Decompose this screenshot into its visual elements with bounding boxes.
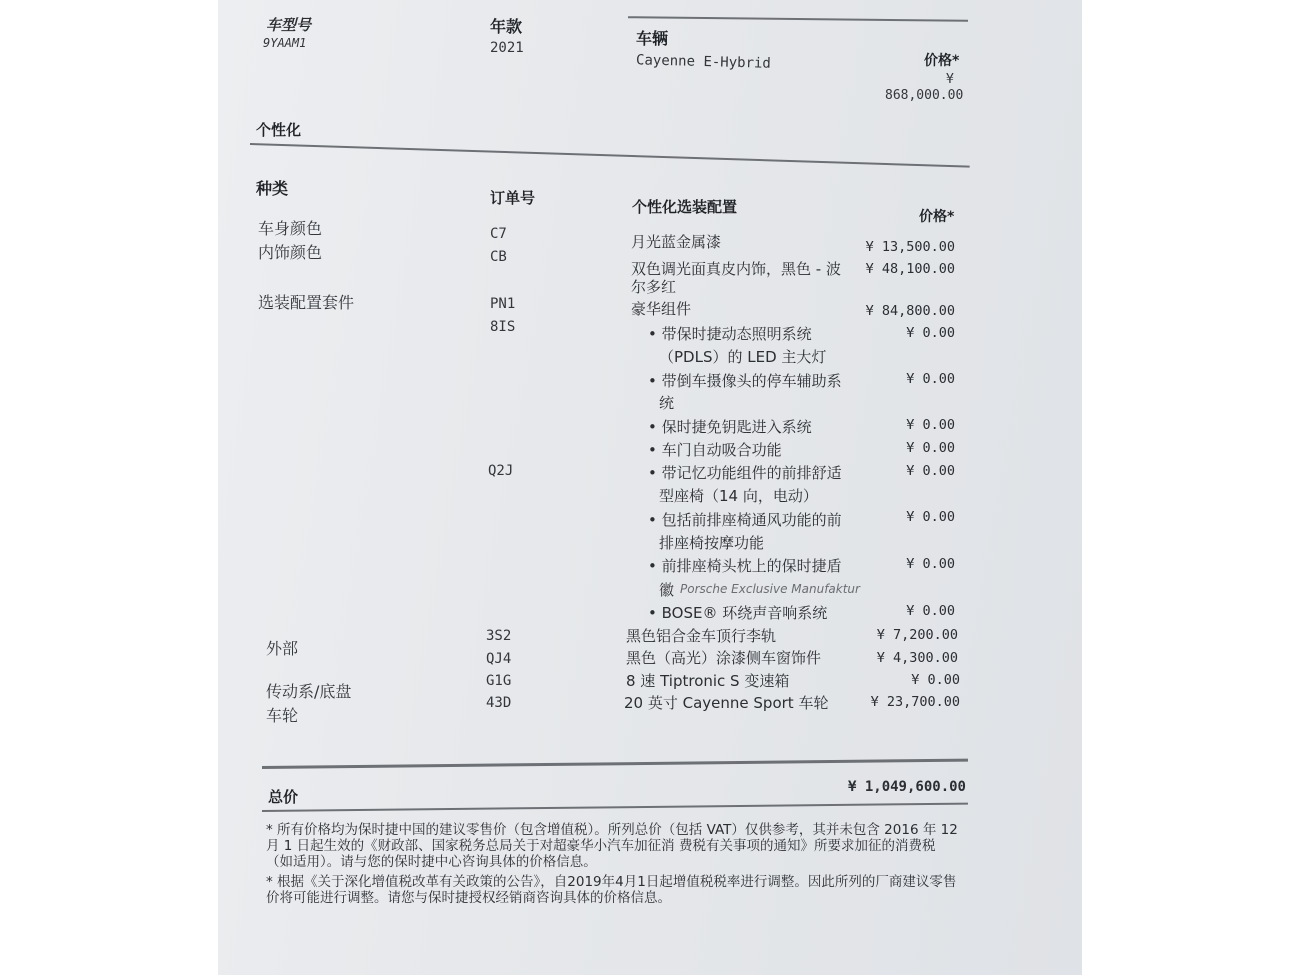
- option-seat-massage-2: 排座椅按摩功能: [659, 534, 765, 552]
- code-q2j: Q2J: [488, 463, 514, 479]
- category-body-color: 车身颜色: [258, 219, 323, 238]
- code-43d: 43D: [486, 695, 512, 711]
- option-parking-assist-2: 统: [659, 394, 675, 412]
- option-price: ¥ 0.00: [906, 603, 955, 619]
- option-price: ¥ 7,200.00: [876, 627, 958, 643]
- price-sheet: [218, 0, 1082, 975]
- option-price: ¥ 0.00: [906, 556, 955, 572]
- option-interior-leather-2: 尔多红: [631, 278, 677, 296]
- option-price: ¥ 23,700.00: [870, 694, 960, 710]
- footnote-vat-adjustment: * 根据《关于深化增值税改革有关政策的公告》，自2019年4月1日起增值税税率进行调整。因此所列的厂商建议零售价将可能进行调整。请您与保时捷授权经销商咨询具体的价格信息。: [266, 874, 957, 906]
- option-price: ¥ 0.00: [911, 672, 960, 688]
- category-interior-color: 内饰颜色: [258, 243, 323, 262]
- option-price: ¥ 0.00: [906, 325, 955, 341]
- option-parking-assist: • 带倒车摄像头的停车辅助系: [648, 372, 842, 390]
- header-price-label: 价格*: [924, 53, 960, 69]
- category-option-package: 选装配置套件: [258, 293, 355, 312]
- option-price: ¥ 0.00: [906, 440, 955, 456]
- option-price: ¥ 13,500.00: [865, 239, 955, 255]
- option-price: ¥ 84,800.00: [865, 303, 955, 319]
- col-category: 种类: [256, 179, 289, 198]
- option-price: ¥ 0.00: [906, 417, 955, 433]
- code-8is: 8IS: [490, 319, 516, 335]
- total-rule-bottom: [262, 803, 968, 812]
- option-price: ¥ 48,100.00: [865, 261, 955, 277]
- vehicle-label: 车辆: [636, 29, 669, 48]
- total-label: 总价: [268, 788, 299, 806]
- year-label: 年款: [490, 17, 523, 36]
- option-headrest-crest-2: 徽: [659, 581, 675, 599]
- year: 2021: [490, 40, 524, 56]
- code-pn1: PN1: [490, 296, 516, 312]
- top-rule: [628, 16, 968, 22]
- vehicle-name: Cayenne E-Hybrid: [635, 52, 772, 72]
- option-price: ¥ 0.00: [906, 371, 955, 387]
- code-g1g: G1G: [486, 673, 512, 689]
- header-price: 868,000.00: [885, 88, 964, 103]
- col-order-no: 订单号: [490, 189, 536, 207]
- option-keyless: • 保时捷免钥匙进入系统: [648, 418, 812, 436]
- model-code: 9YAAM1: [263, 36, 307, 50]
- code-3s2: 3S2: [486, 628, 512, 644]
- option-seat-massage: • 包括前排座椅通风功能的前: [648, 511, 842, 529]
- option-pdls-2: （PDLS）的 LED 主大灯: [659, 348, 827, 366]
- option-pdls: • 带保时捷动态照明系统: [648, 325, 812, 343]
- footnote-price-disclaimer: * 所有价格均为保时捷中国的建议零售价（包含增值税）。所列总价（包括 VAT）仅供参考，其并未包含 2016 年 12 月 1 日起生效的《财政部、国家税务总局关于对超豪华小汽车加征消 费税有关事项的通知》所要求加征的消费税（如适用）。请与您的保时捷中心咨询具体的价格信息。: [266, 822, 958, 870]
- option-comfort-seats-2: 型座椅（14 向，电动）: [659, 487, 818, 505]
- section-title: 个性化: [256, 121, 302, 139]
- option-comfort-seats: • 带记忆功能组件的前排舒适: [648, 464, 842, 482]
- option-price: ¥ 0.00: [906, 463, 955, 479]
- code-c7: C7: [490, 226, 507, 242]
- option-luxury-package: 豪华组件: [631, 300, 692, 318]
- option-roof-rails: 黑色铝合金车顶行李轨: [626, 627, 777, 645]
- option-wheels: 20 英寸 Cayenne Sport 车轮: [624, 694, 829, 712]
- option-bose: • BOSE® 环绕声音响系统: [648, 604, 828, 622]
- option-price: ¥ 0.00: [906, 509, 955, 525]
- option-soft-close: • 车门自动吸合功能: [648, 441, 782, 459]
- total-price: ¥ 1,049,600.00: [847, 779, 966, 795]
- total-rule-top: [262, 759, 968, 769]
- col-option: 个性化选装配置: [632, 198, 738, 216]
- option-price: ¥ 4,300.00: [876, 650, 958, 666]
- col-price: 价格*: [919, 209, 955, 225]
- category-drivetrain: 传动系/底盘: [266, 682, 352, 701]
- code-cb: CB: [490, 249, 507, 265]
- category-wheels: 车轮: [266, 706, 299, 725]
- option-moonlight-blue: 月光蓝金属漆: [631, 233, 722, 251]
- option-window-trim: 黑色（高光）涂漆侧车窗饰件: [626, 649, 822, 667]
- option-interior-leather: 双色调光面真皮内饰，黑色 - 波: [631, 260, 841, 278]
- header-price-currency: ¥: [946, 72, 954, 87]
- category-exterior: 外部: [266, 639, 299, 658]
- exclusive-manufaktur-label: Porsche Exclusive Manufaktur: [680, 582, 860, 596]
- model-code-label: 车型号: [266, 16, 312, 34]
- code-qj4: QJ4: [486, 651, 512, 667]
- section-rule: [250, 143, 970, 168]
- option-headrest-crest: • 前排座椅头枕上的保时捷盾: [648, 557, 842, 575]
- option-gearbox: 8 速 Tiptronic S 变速箱: [626, 672, 790, 690]
